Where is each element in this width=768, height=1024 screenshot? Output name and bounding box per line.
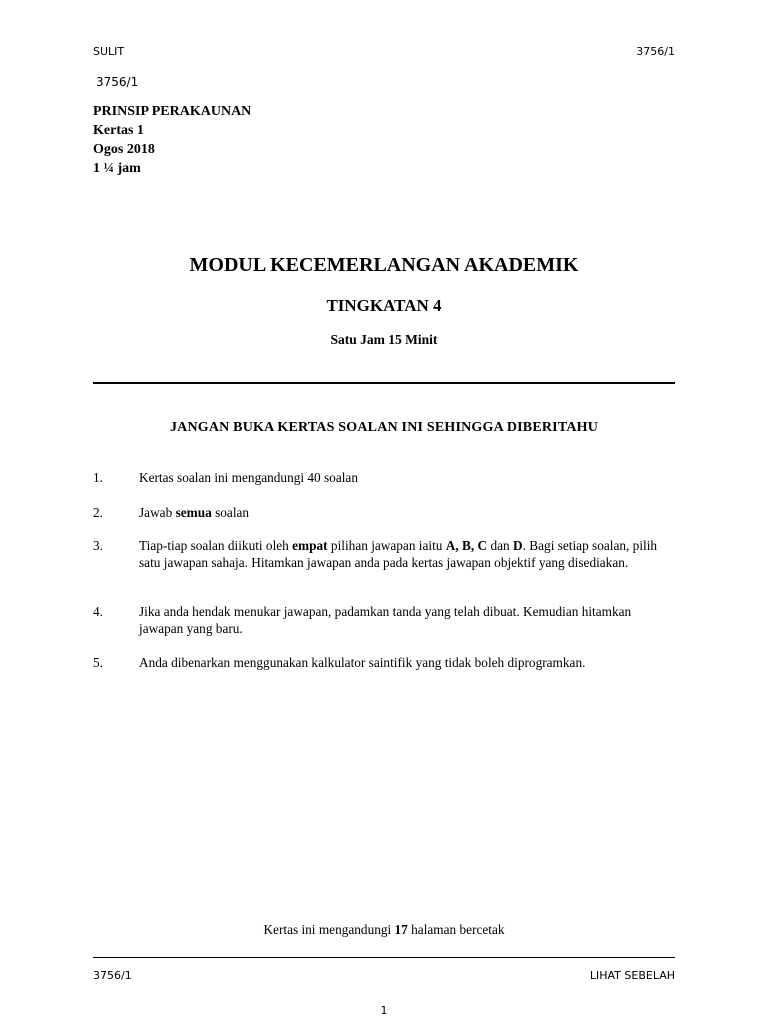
page-number: 1	[380, 1004, 388, 1017]
document-title: MODUL KECEMERLANGAN AKADEMIK	[189, 254, 579, 276]
warning-notice: JANGAN BUKA KERTAS SOALAN INI SEHINGGA DIBERITAHU	[169, 420, 599, 435]
divider-top	[93, 382, 675, 384]
exam-date: Ogos 2018	[93, 142, 155, 157]
paper-number: Kertas 1	[93, 123, 144, 138]
instruction-number: 5.	[93, 655, 103, 670]
instruction-text: Kertas soalan ini mengandungi 40 soalan	[139, 470, 358, 485]
page-count-note: Kertas ini mengandungi 17 halaman bercetak	[263, 922, 505, 937]
form-level: TINGKATAN 4	[326, 296, 442, 315]
instruction-number: 3.	[93, 538, 103, 553]
subject-block	[93, 102, 251, 178]
instruction-text: Tiap-tiap soalan diikuti oleh empat pilihan jawapan iaitu A, B, C dan D. Bagi setiap soalan, pilih satu jawapan sahaja. Hitamkan jawapan anda pada kertas jawapan objektif yang disediakan.	[139, 538, 658, 570]
instruction-number: 1.	[93, 470, 103, 485]
instruction-text: Jawab semua soalan	[139, 505, 250, 520]
instruction-text: Jika anda hendak menukar jawapan, padamkan tanda yang telah dibuat. Kemudian hitamkan jawapan yang baru.	[139, 604, 632, 636]
header-classification: SULIT	[93, 45, 125, 58]
paper-code: 3756/1	[96, 75, 139, 89]
page-count: 17	[394, 922, 408, 937]
exam-duration: Satu Jam 15 Minit	[330, 332, 438, 347]
subject-name: PRINSIP PERAKAUNAN	[93, 104, 252, 119]
instruction-number: 2.	[93, 505, 103, 520]
divider-bottom	[93, 957, 675, 958]
header-paper-code: 3756/1	[636, 45, 675, 58]
exam-time: 1 ¼ jam	[93, 161, 141, 176]
instruction-text: Anda dibenarkan menggunakan kalkulator saintifik yang tidak boleh diprogramkan.	[139, 655, 586, 670]
footer-paper-code: 3756/1	[93, 969, 132, 982]
instruction-number: 4.	[93, 604, 103, 619]
footer-turn-over: LIHAT SEBELAH	[589, 969, 675, 982]
